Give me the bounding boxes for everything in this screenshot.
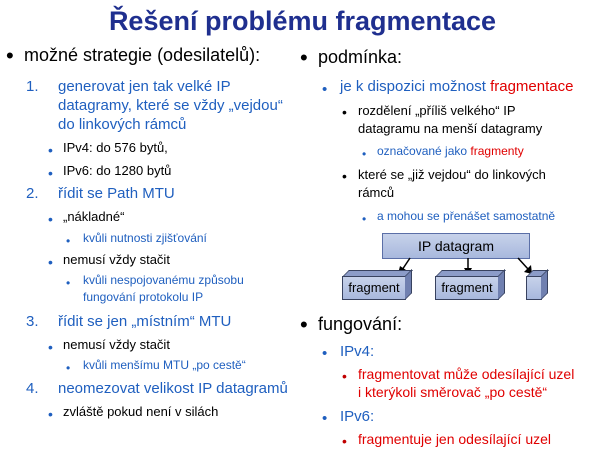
bullet-dot: • bbox=[322, 81, 328, 98]
bullet-dot: • bbox=[322, 410, 328, 427]
fragment-box-1: fragment bbox=[342, 276, 406, 300]
right-heading: podmínka: bbox=[318, 47, 403, 67]
item-4-line-1: neomezovat velikost IP datagramů bbox=[58, 380, 288, 397]
condition-highlight: fragmentace bbox=[490, 78, 574, 95]
bullet-dot: • bbox=[362, 147, 367, 161]
ipv6-text: fragmentuje jen odesílající uzel bbox=[358, 431, 551, 447]
bullet-dot: • bbox=[342, 168, 347, 184]
item-4-sub-1: zvláště pokud není v silách bbox=[63, 404, 219, 419]
sub2-line-1: které se „již vejdou“ do linkových bbox=[358, 167, 546, 182]
item-3-line-1: řídit se jen „místním“ MTU bbox=[58, 313, 232, 330]
ipv6-label: IPv6: bbox=[340, 408, 375, 425]
bullet-dot: • bbox=[66, 234, 71, 248]
ip-datagram-box: IP datagram bbox=[382, 233, 530, 259]
bullet-dot: • bbox=[6, 43, 14, 68]
sub2a-line: a mohou se přenášet samostatně bbox=[377, 209, 556, 223]
bullet-dot: • bbox=[322, 345, 328, 362]
item-3-subsub-1: kvůli menšímu MTU „po cestě“ bbox=[83, 358, 246, 372]
item-number-4: 4. bbox=[26, 380, 39, 397]
fragment-box-2: fragment bbox=[435, 276, 499, 300]
item-1-line-3: do linkových rámců bbox=[58, 116, 187, 133]
sub2-line-2: rámců bbox=[358, 185, 395, 200]
bullet-dot: • bbox=[66, 361, 71, 375]
ipv4-text-2: i kterýkoli směrovač „po cestě“ bbox=[358, 384, 548, 400]
sub1a-line bbox=[377, 143, 524, 159]
fragment-side-face bbox=[405, 269, 412, 300]
item-2-subsub-1: kvůli nutnosti zjišťování bbox=[83, 231, 207, 245]
arrow-right-icon bbox=[518, 258, 528, 269]
bullet-dot: • bbox=[48, 142, 53, 158]
condition-text: je k dispozici možnost bbox=[340, 78, 491, 95]
fragment-side-face bbox=[498, 269, 505, 300]
item-2-subsub-2: kvůli nespojovanému způsobu bbox=[83, 273, 244, 287]
sub1a-text: označované jako bbox=[377, 144, 471, 158]
condition-line bbox=[340, 77, 573, 96]
item-1-line-1: generovat jen tak velké IP bbox=[58, 78, 231, 95]
left-heading: možné strategie (odesilatelů): bbox=[24, 45, 261, 65]
item-1-line-2: datagramy, které se vždy „vejdou“ bbox=[58, 97, 283, 114]
bullet-dot: • bbox=[362, 212, 367, 226]
ipv4-label: IPv4: bbox=[340, 343, 375, 360]
item-number-3: 3. bbox=[26, 313, 39, 330]
bullet-dot: • bbox=[48, 254, 53, 270]
item-2-sub-2: nemusí vždy stačit bbox=[63, 252, 170, 267]
bullet-dot: • bbox=[48, 165, 53, 181]
bullet-dot: • bbox=[48, 211, 53, 227]
page-title: Řešení problému fragmentace bbox=[108, 6, 497, 36]
bullet-dot: • bbox=[300, 312, 308, 337]
item-3-sub-1: nemusí vždy stačit bbox=[63, 337, 170, 352]
item-1-sub-1: IPv4: do 576 bytů, bbox=[63, 140, 168, 155]
item-2-subsub-3: fungování protokolu IP bbox=[83, 290, 204, 304]
sub1a-highlight: fragmenty bbox=[470, 144, 524, 158]
item-2-sub-1: „nákladné“ bbox=[63, 209, 125, 224]
bullet-dot: • bbox=[300, 45, 308, 70]
right-heading-2: fungování: bbox=[318, 314, 403, 334]
bullet-dot: • bbox=[48, 339, 53, 355]
sub1-line-2: datagramu na menší datagramy bbox=[358, 121, 543, 136]
sub1-line-1: rozdělení „příliš velkého“ IP bbox=[358, 103, 516, 118]
bullet-dot: • bbox=[48, 406, 53, 422]
bullet-dot: • bbox=[342, 368, 347, 384]
bullet-dot: • bbox=[342, 104, 347, 120]
item-1-sub-2: IPv6: do 1280 bytů bbox=[63, 163, 172, 178]
ipv4-text-1: fragmentovat může odesílající uzel bbox=[358, 366, 575, 382]
item-number-2: 2. bbox=[26, 185, 39, 202]
bullet-dot: • bbox=[66, 276, 71, 290]
item-number-1: 1. bbox=[26, 78, 39, 95]
item-2-line-1: řídit se Path MTU bbox=[58, 185, 175, 202]
bullet-dot: • bbox=[342, 433, 347, 449]
fragment-side-face bbox=[541, 269, 548, 300]
fragment-box-3 bbox=[526, 276, 542, 300]
